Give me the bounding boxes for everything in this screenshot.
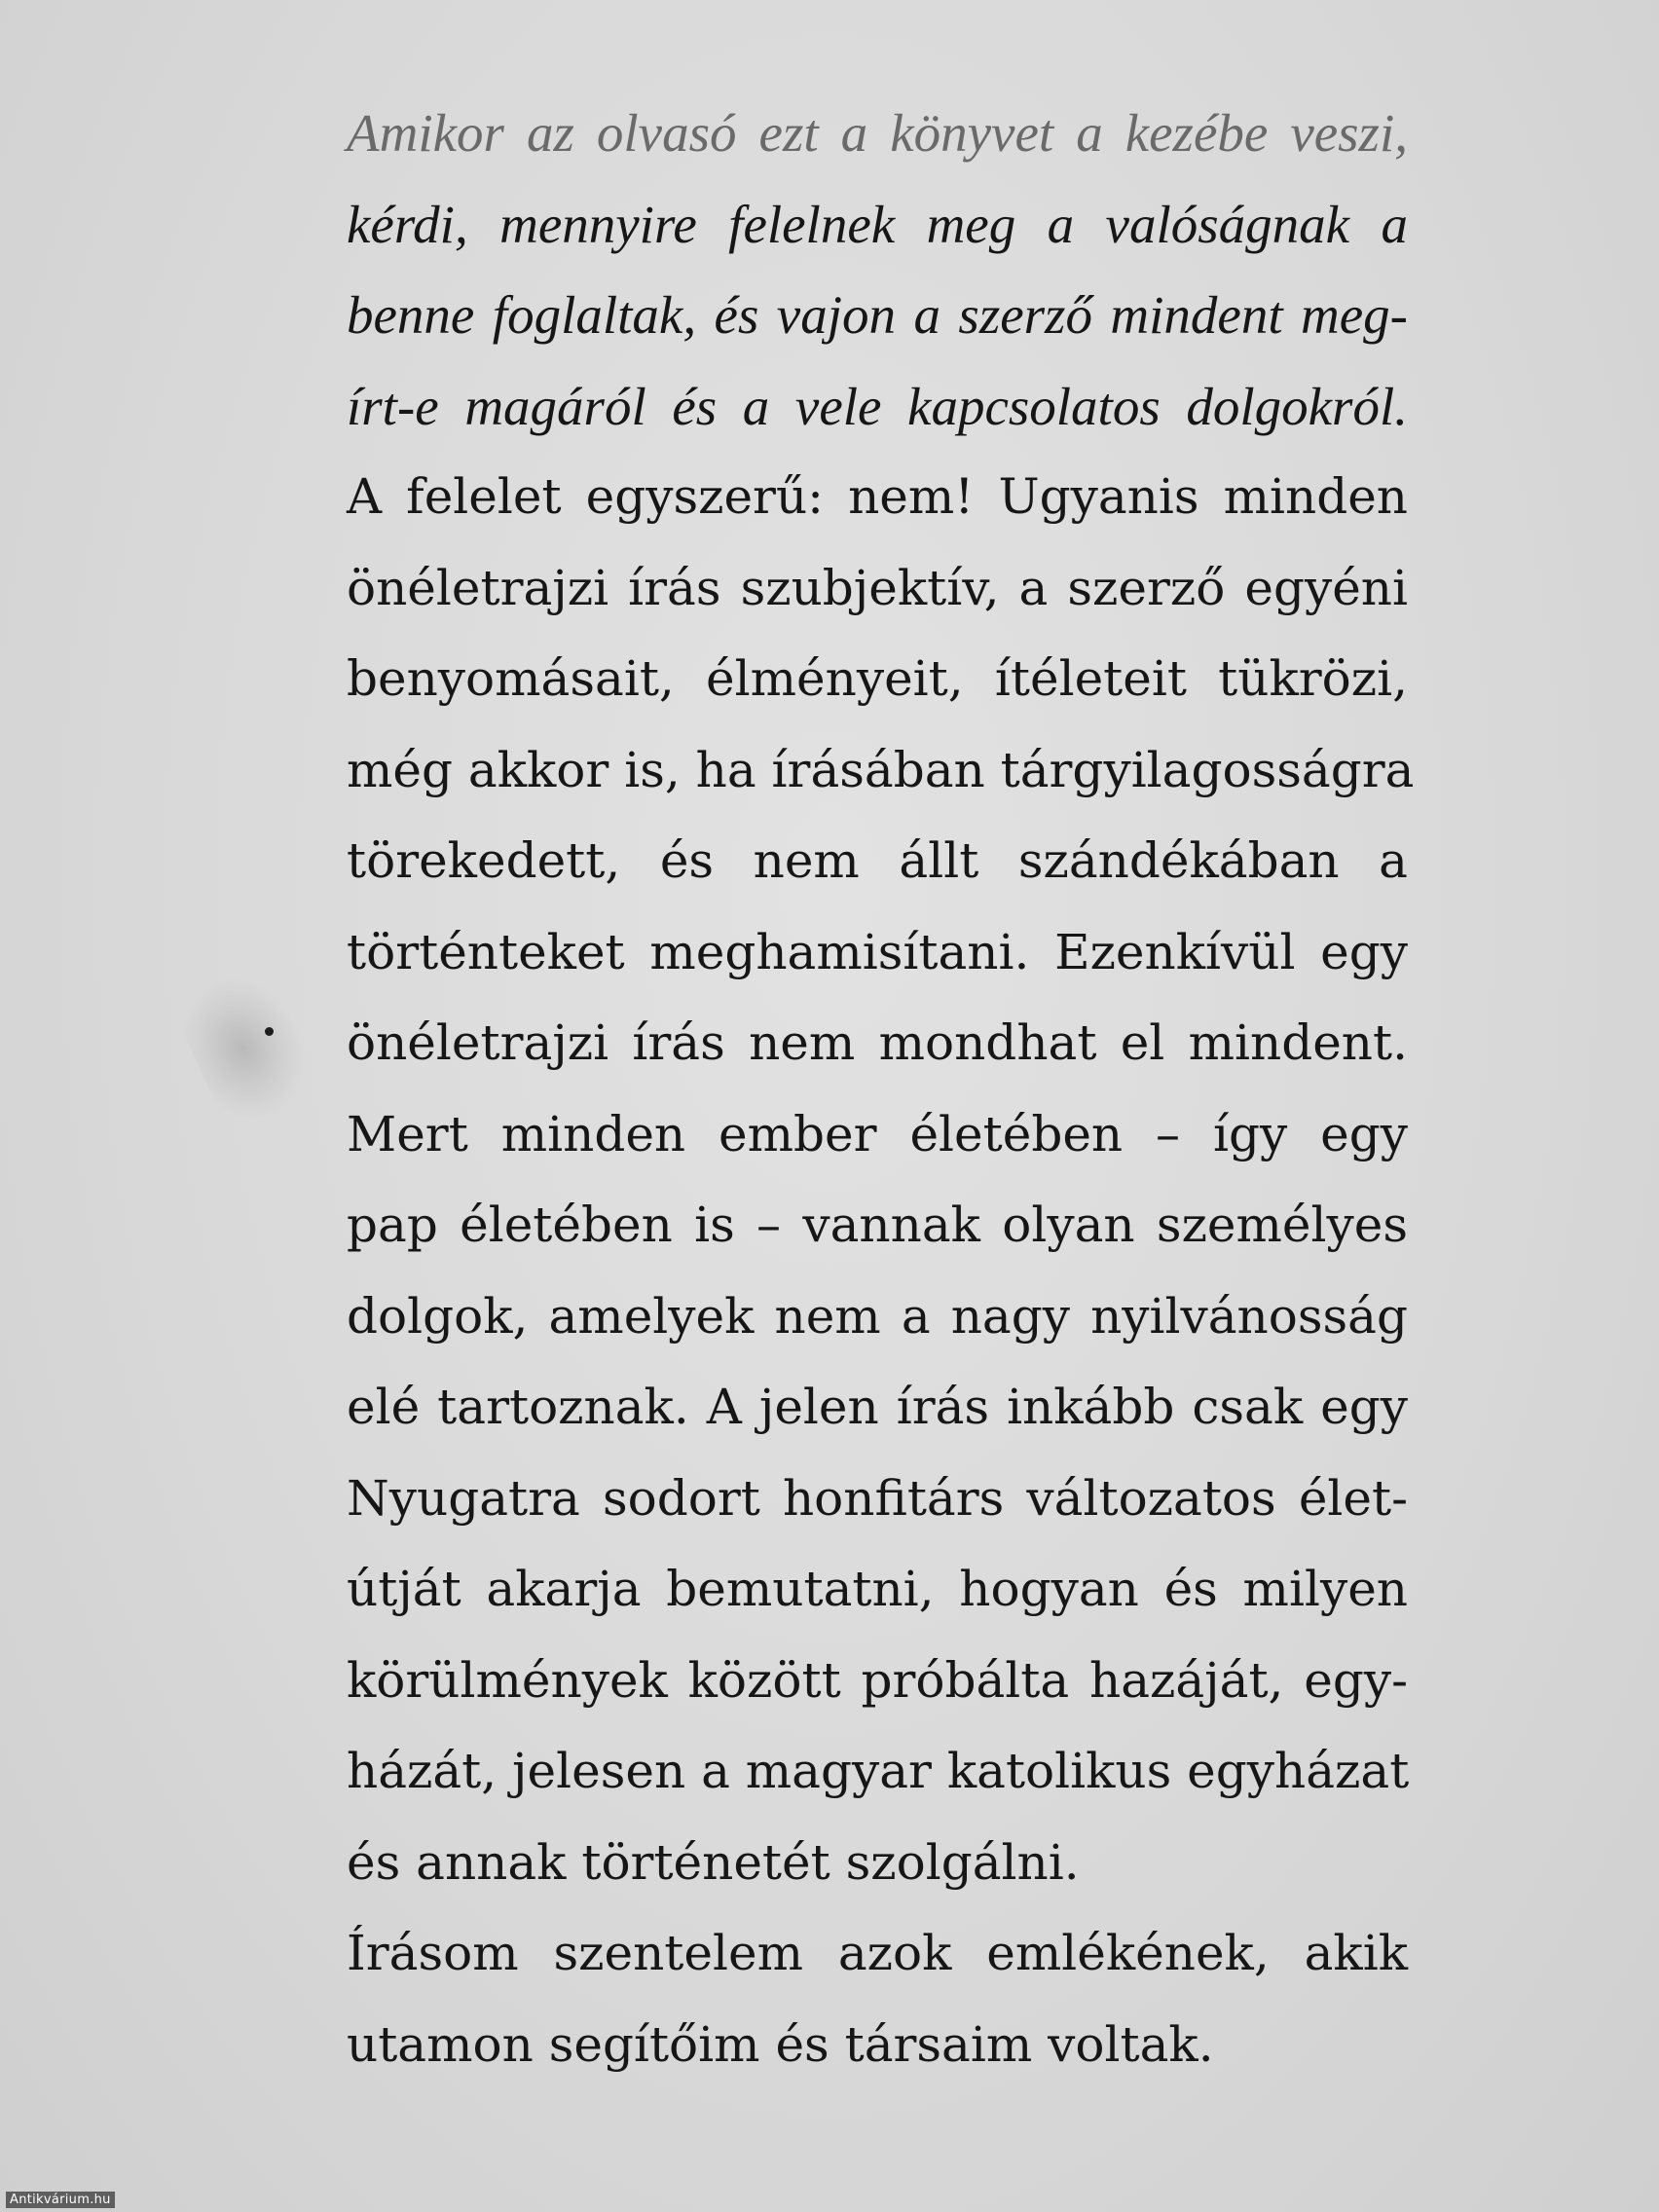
text-line: útját akarja bemutatni, hogyan és milyen xyxy=(347,1561,1408,1617)
text-line: dolgok, amelyek nem a nagy nyilvánosság xyxy=(347,1287,1408,1345)
text-line: Írásom szentelem azok emlékének, akik xyxy=(347,1925,1408,1981)
text-line: Mert minden ember életében – így egy xyxy=(347,1105,1408,1162)
text-line: házát, jelesen a magyar katolikus egyházat xyxy=(347,1743,1410,1799)
text-line: még akkor is, ha írásában tárgyilagosságra xyxy=(347,741,1415,798)
text-line: körülmények között próbálta hazáját, egy- xyxy=(347,1651,1408,1709)
text-line: A felelet egyszerű: nem! Ugyanis minden xyxy=(347,468,1408,525)
watermark: Antikvárium.hu xyxy=(6,2192,115,2208)
text-line: és annak történetét szolgálni. xyxy=(347,1833,1080,1891)
text-line: utamon segítőim és társaim voltak. xyxy=(347,2015,1214,2073)
text-line: önéletrajzi írás szubjektív, a szerző egyéni xyxy=(347,559,1408,616)
text-line: önéletrajzi írás nem mondhat el mindent. xyxy=(347,1014,1408,1071)
text-line: törekedett, és nem állt szándékában a xyxy=(347,832,1408,889)
text-line: kérdi, mennyire felelnek meg a valóságnak a xyxy=(347,194,1408,254)
text-line: elé tartoznak. A jelen írás inkább csak egy xyxy=(347,1379,1408,1435)
text-line: Amikor az olvasó ezt a könyvet a kezébe veszi, xyxy=(347,103,1408,163)
text-line: benne foglaltak, és vajon a szerző mindent meg- xyxy=(347,285,1408,345)
page-smudge xyxy=(168,958,327,1135)
text-line: írt-e magáról és a vele kapcsolatos dolgokról. xyxy=(347,376,1408,436)
text-line: Nyugatra sodort honfitárs változatos élet- xyxy=(347,1469,1408,1527)
foreword-text xyxy=(347,88,1415,2090)
text-line: pap életében is – vannak olyan személyes xyxy=(347,1197,1408,1253)
ink-speck xyxy=(265,1027,274,1036)
text-line: benyomásait, élményeit, ítéleteit tükrözi, xyxy=(347,650,1408,707)
text-line: történteket meghamisítani. Ezenkívül egy xyxy=(347,923,1408,980)
